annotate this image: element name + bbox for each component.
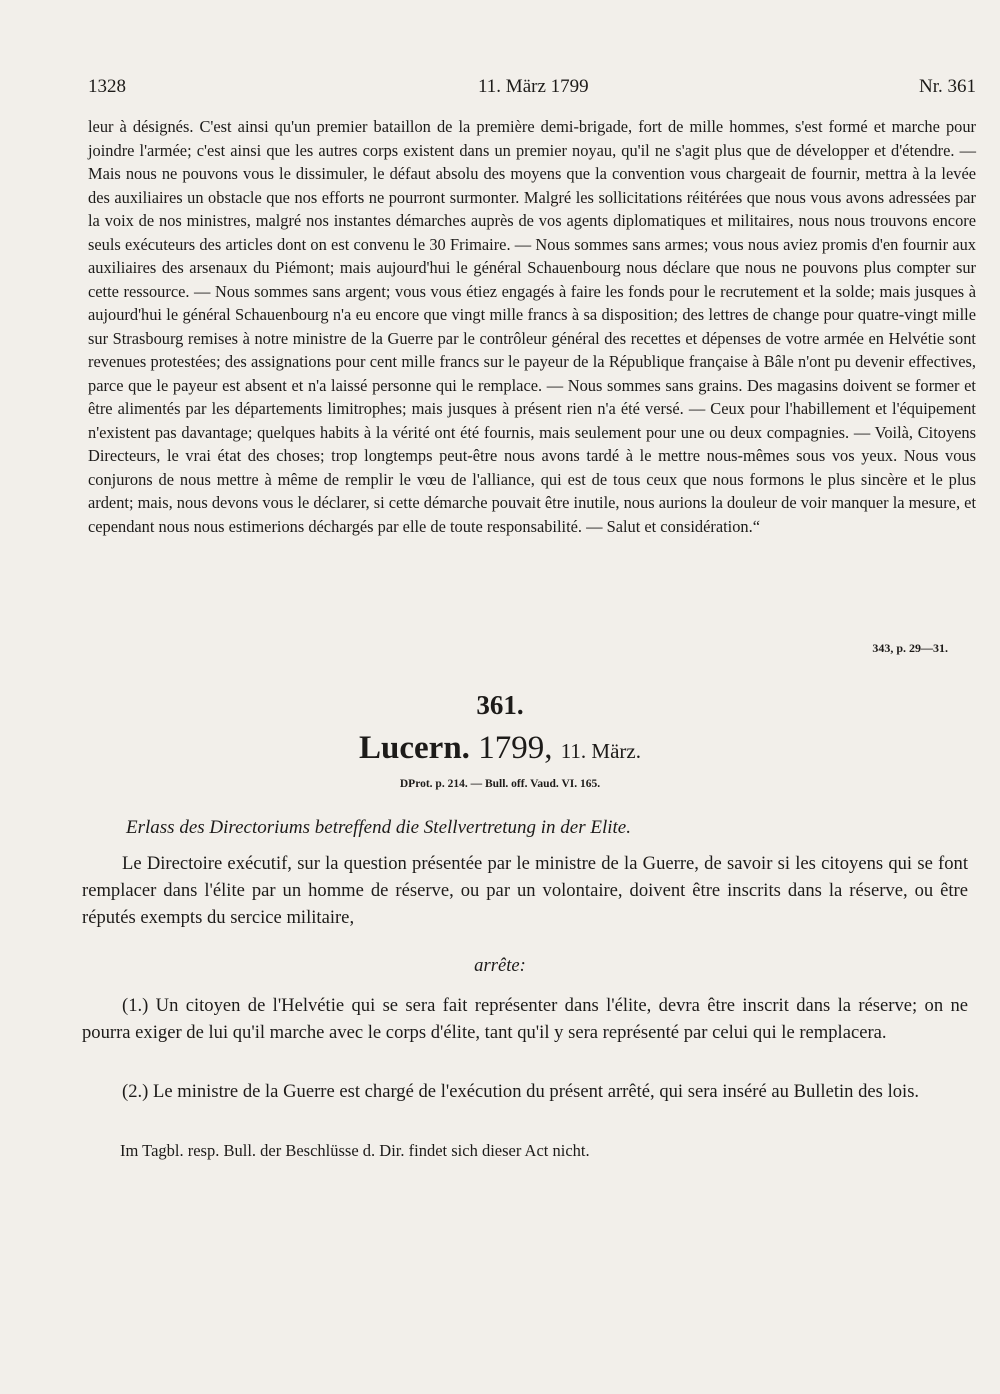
document-heading [0, 730, 1000, 767]
source-reference: 343, p. 29—31. [872, 641, 948, 655]
document-sources: DProt. p. 214. — Bull. off. Vaud. VI. 165. [399, 778, 601, 790]
document-year: 1799, [478, 730, 553, 766]
document-date: 11. März. [560, 739, 641, 763]
header-doc-number: Nr. 361 [919, 76, 976, 97]
document-number: 361. [476, 690, 524, 720]
document-place: Lucern. [359, 730, 470, 766]
page-number: 1328 [88, 76, 126, 97]
editorial-note: Im Tagbl. resp. Bull. der Beschlüsse d. Dir. findet sich dieser Act nicht. [120, 1141, 590, 1160]
document-title: Erlass des Directoriums betreffend die Stellvertretung in der Elite. [126, 817, 631, 838]
running-head [88, 76, 976, 104]
decree-article-2: (2.) Le ministre de la Guerre est chargé de l'exécution du présent arrêté, qui sera inséré au Bulletin des lois. [122, 1081, 920, 1102]
header-date: 11. März 1799 [478, 76, 589, 97]
decree-article-1: (1.) Un citoyen de l'Helvétie qui se sera fait représenter dans l'élite, devra être inscrit dans la réserve; on ne pourra exiger de lui qu'il marche avec le corps d'élite, tant qu'il y sera représenté par celui qui le remplacera. [82, 995, 968, 1043]
decree-arrete: arrête: [474, 955, 526, 976]
continued-letter-text: leur à désignés. C'est ainsi qu'un premier bataillon de la première demi-brigade, fort de mille hommes, s'est formé et marche pour joindre l'armée; c'est ainsi que les autres corps existent dans un premier noyau, qu'il ne s'agit plus que de développer et d'étendre. — Mais nous ne pouvons vous le dissimuler, le défaut absolu des moyens que la convention vous chargeait de fournir, mettra à la levée des auxiliaires un obstacle que nos efforts ne pourront surmonter. Malgré les sollicitations réitérées que nous vous avons adressées par la voix de nos ministres, malgré nos instantes démarches auprès de vos agents diplomatiques et militaires, nous nous trouvons encore seuls exécuteurs des articles dont on est convenu le 30 Frimaire. — Nous sommes sans armes; vous nous aviez promis d'en fournir aux auxiliaires des arsenaux du Piémont; mais aujourd'hui le général Schauenbourg nous déclare que nous ne pouvons plus compter sur cette ressource. — Nous sommes sans argent; vous vous étiez engagés à faire les fonds pour le recrutement et la solde; mais jusques à aujourd'hui le général Schauenbourg n'a eu encore que vingt mille francs à sa disposition; des lettres de change pour quatre-vingt mille sur Strasbourg remises à notre ministre de la Guerre par le contrôleur général des recettes et dépenses de votre armée en Helvétie sont revenues protestées; des assignations pour cent mille francs sur le payeur de la République française à Bâle n'ont pu devenir effectives, parce que le payeur est absent et n'a laissé personne qui le remplace. — Nous sommes sans grains. Des magasins doivent se former et être alimentés par les départements limitrophes; mais jusques à présent rien n'a été versé. — Ceux pour l'habillement et l'équipement n'existent pas davantage; quelques habits à la vérité ont été fournis, mais seulement pour une ou deux compagnies. — Voilà, Citoyens Directeurs, le vrai état des choses; trop longtemps peut-être nous avons tardé à le mettre nous-mêmes sous vos yeux. Nous vous conjurons de nous mettre à même de remplir le vœu de l'alliance, qui est de tous ceux que nous formons le plus sincère et le plus ardent; mais, nous devons vous le déclarer, si cette démarche pouvait être inutile, nous aurions la douleur de voir manquer la mesure, et cependant nous nous estimerions déchargés par elle de toute responsabilité. — Salut et considération.“ [88, 117, 976, 536]
decree-preamble: Le Directoire exécutif, sur la question présentée par le ministre de la Guerre, de savoir si les citoyens qui se font remplacer dans l'élite par un homme de réserve, ou par un volontaire, doivent être inscrits dans la réserve, ou être réputés exempts du sercice militaire, [82, 853, 968, 928]
